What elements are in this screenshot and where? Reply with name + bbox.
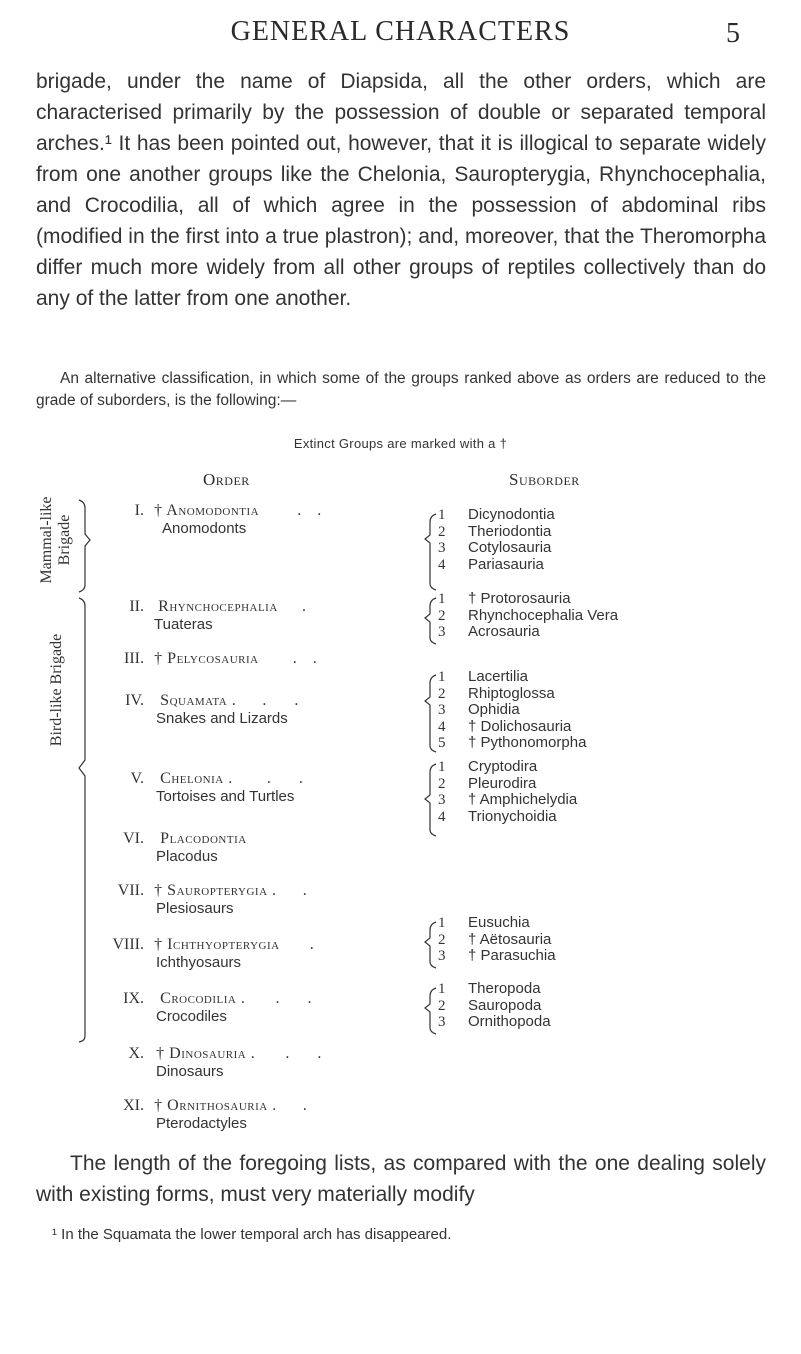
brigade-label-mammal-like: Mammal-like Brigade [38, 496, 73, 584]
suborder-row [438, 718, 571, 736]
suborder-number: 3 [438, 702, 446, 719]
suborder-row [438, 808, 557, 826]
order-XI: XI. † Ornithosauria . . Pterodactyles [123, 1097, 307, 1132]
suborder-name: Theriodontia [468, 522, 552, 540]
order-V: V. Chelonia . . . Tortoises and Turtles [130, 770, 315, 805]
suborder-row [438, 539, 551, 557]
paragraph-text: brigade, under the name of Diapsida, all the other orders, which are characterised primarily by the possession of double or separated temporal arches.¹ It has been pointed out, however, that it is illogical to separate widely from one another groups like the Chelonia, Sauropterygia, Rhynchocephalia, and Crocodilia, all of which agree in the possession of abdominal ribs (modified in the first into a true plastron); and, moreover, that the Theromorpha differ much more widely from all other groups of reptiles collectively than do any of the latter from one another. [36, 70, 766, 310]
page-number: 5 [726, 18, 740, 49]
footnote: ¹ In the Squamata the lower temporal arch has disappeared. [52, 1226, 452, 1243]
suborder-number: 3 [438, 624, 446, 641]
suborder-number: 2 [438, 775, 446, 792]
suborder-row [438, 734, 586, 752]
suborder-row [438, 914, 530, 932]
paragraph-text: The length of the foregoing lists, as compared with the one dealing solely with existing forms, must very materially modify [36, 1152, 766, 1206]
suborder-name: Theropoda [468, 980, 541, 997]
suborder-number: 2 [438, 997, 446, 1014]
order-I: I. † Anomodontia . . Anomodonts [134, 502, 328, 537]
suborder-row [438, 931, 551, 949]
suborder-name: Sauropoda [468, 996, 542, 1014]
suborder-name: Lacertilia [468, 668, 529, 685]
order-IX: IX. Crocodilia . . . Crocodiles [123, 990, 324, 1025]
suborder-row [438, 623, 540, 641]
suborder-name: Trionychoidia [468, 807, 557, 825]
suborder-number: 4 [438, 718, 446, 735]
running-header: GENERAL CHARACTERS [230, 16, 571, 47]
suborder-row [438, 791, 577, 809]
suborder-name: Dicynodontia [468, 506, 555, 523]
brace-suborder-IX [425, 922, 436, 968]
suborder-number: 5 [438, 735, 446, 752]
suborder-row [438, 668, 528, 686]
brace-suborder-X [425, 988, 436, 1034]
suborder-number: 1 [438, 759, 446, 775]
suborder-name: Pleurodira [468, 774, 537, 792]
suborder-name: Cotylosauria [468, 539, 552, 557]
suborder-row [438, 607, 618, 625]
paragraph-text: An alternative classification, in which some of the groups ranked above as orders are reduced to the grade of suborders, is the following:— [36, 370, 766, 409]
suborder-row [438, 701, 520, 719]
suborder-name: Ophidia [468, 701, 520, 719]
body-paragraph-3 [36, 1148, 766, 1210]
suborder-name: † Amphichelydia [468, 791, 578, 809]
suborder-heading: Suborder [509, 470, 580, 489]
suborder-number: 3 [438, 948, 446, 965]
suborder-name: † Parasuchia [468, 947, 556, 965]
order-VIII: VIII. † Ichthyopterygia . Ichthyosaurs [112, 936, 314, 971]
suborder-number: 3 [438, 540, 446, 557]
suborder-number: 1 [438, 591, 446, 607]
brace-bird-like [79, 598, 85, 1042]
suborder-name: Cryptodira [468, 758, 538, 775]
brace-mammal-like [79, 500, 90, 592]
suborder-number: 1 [438, 669, 446, 685]
suborder-name: Rhiptoglossa [468, 684, 555, 702]
suborder-row [438, 758, 537, 776]
order-III: III. † Pelycosauria . . [124, 650, 323, 667]
suborder-name: † Aëtosauria [468, 930, 552, 948]
suborder-row [438, 1013, 551, 1031]
suborder-number: 2 [438, 685, 446, 702]
suborder-number: 4 [438, 556, 446, 573]
order-VI: VI. Placodontia Placodus [123, 830, 247, 865]
suborder-number: 1 [438, 981, 446, 997]
suborder-row [438, 506, 555, 524]
order-X: X. † Dinosauria . . . Dinosaurs [128, 1045, 334, 1080]
suborder-number: 4 [438, 808, 446, 825]
order-heading: Order [203, 470, 250, 489]
suborder-row [438, 590, 571, 608]
brace-suborder-IV [425, 675, 436, 752]
suborder-row [438, 980, 541, 998]
suborder-number: 1 [438, 915, 446, 931]
suborder-row [438, 523, 551, 541]
suborder-name: Acrosauria [468, 623, 540, 641]
suborder-number: 3 [438, 792, 446, 809]
suborder-number: 2 [438, 523, 446, 540]
suborder-name: Ornithopoda [468, 1013, 551, 1031]
brace-suborder-II [425, 598, 436, 644]
suborder-name: Rhynchocephalia Vera [468, 606, 619, 624]
suborder-number: 2 [438, 607, 446, 624]
suborder-number: 2 [438, 931, 446, 948]
suborder-row [438, 685, 555, 703]
order-VII: VII. † Sauropterygia . . Plesiosaurs [117, 882, 307, 917]
extinct-note: Extinct Groups are marked with a † [293, 436, 508, 451]
suborder-row [438, 997, 541, 1015]
brigade-label-bird-like: Bird-like Brigade [48, 633, 65, 747]
suborder-name: Pariasauria [468, 555, 544, 573]
suborder-name: † Dolichosauria [468, 717, 572, 735]
suborder-name: Eusuchia [468, 914, 530, 931]
suborder-number: 3 [438, 1014, 446, 1031]
brace-suborder-I [425, 514, 436, 590]
suborder-name: † Pythonomorpha [468, 734, 587, 752]
suborder-number: 1 [438, 507, 446, 523]
order-IV: IV. Squamata . . . Snakes and Lizards [125, 692, 311, 727]
suborder-row [438, 775, 536, 793]
brace-suborder-V [425, 764, 436, 836]
suborder-row [438, 556, 544, 574]
suborder-name: † Protorosauria [468, 590, 571, 607]
order-II: II. Rhynchocephalia . Tuateras [129, 598, 306, 633]
suborder-row [438, 947, 556, 965]
